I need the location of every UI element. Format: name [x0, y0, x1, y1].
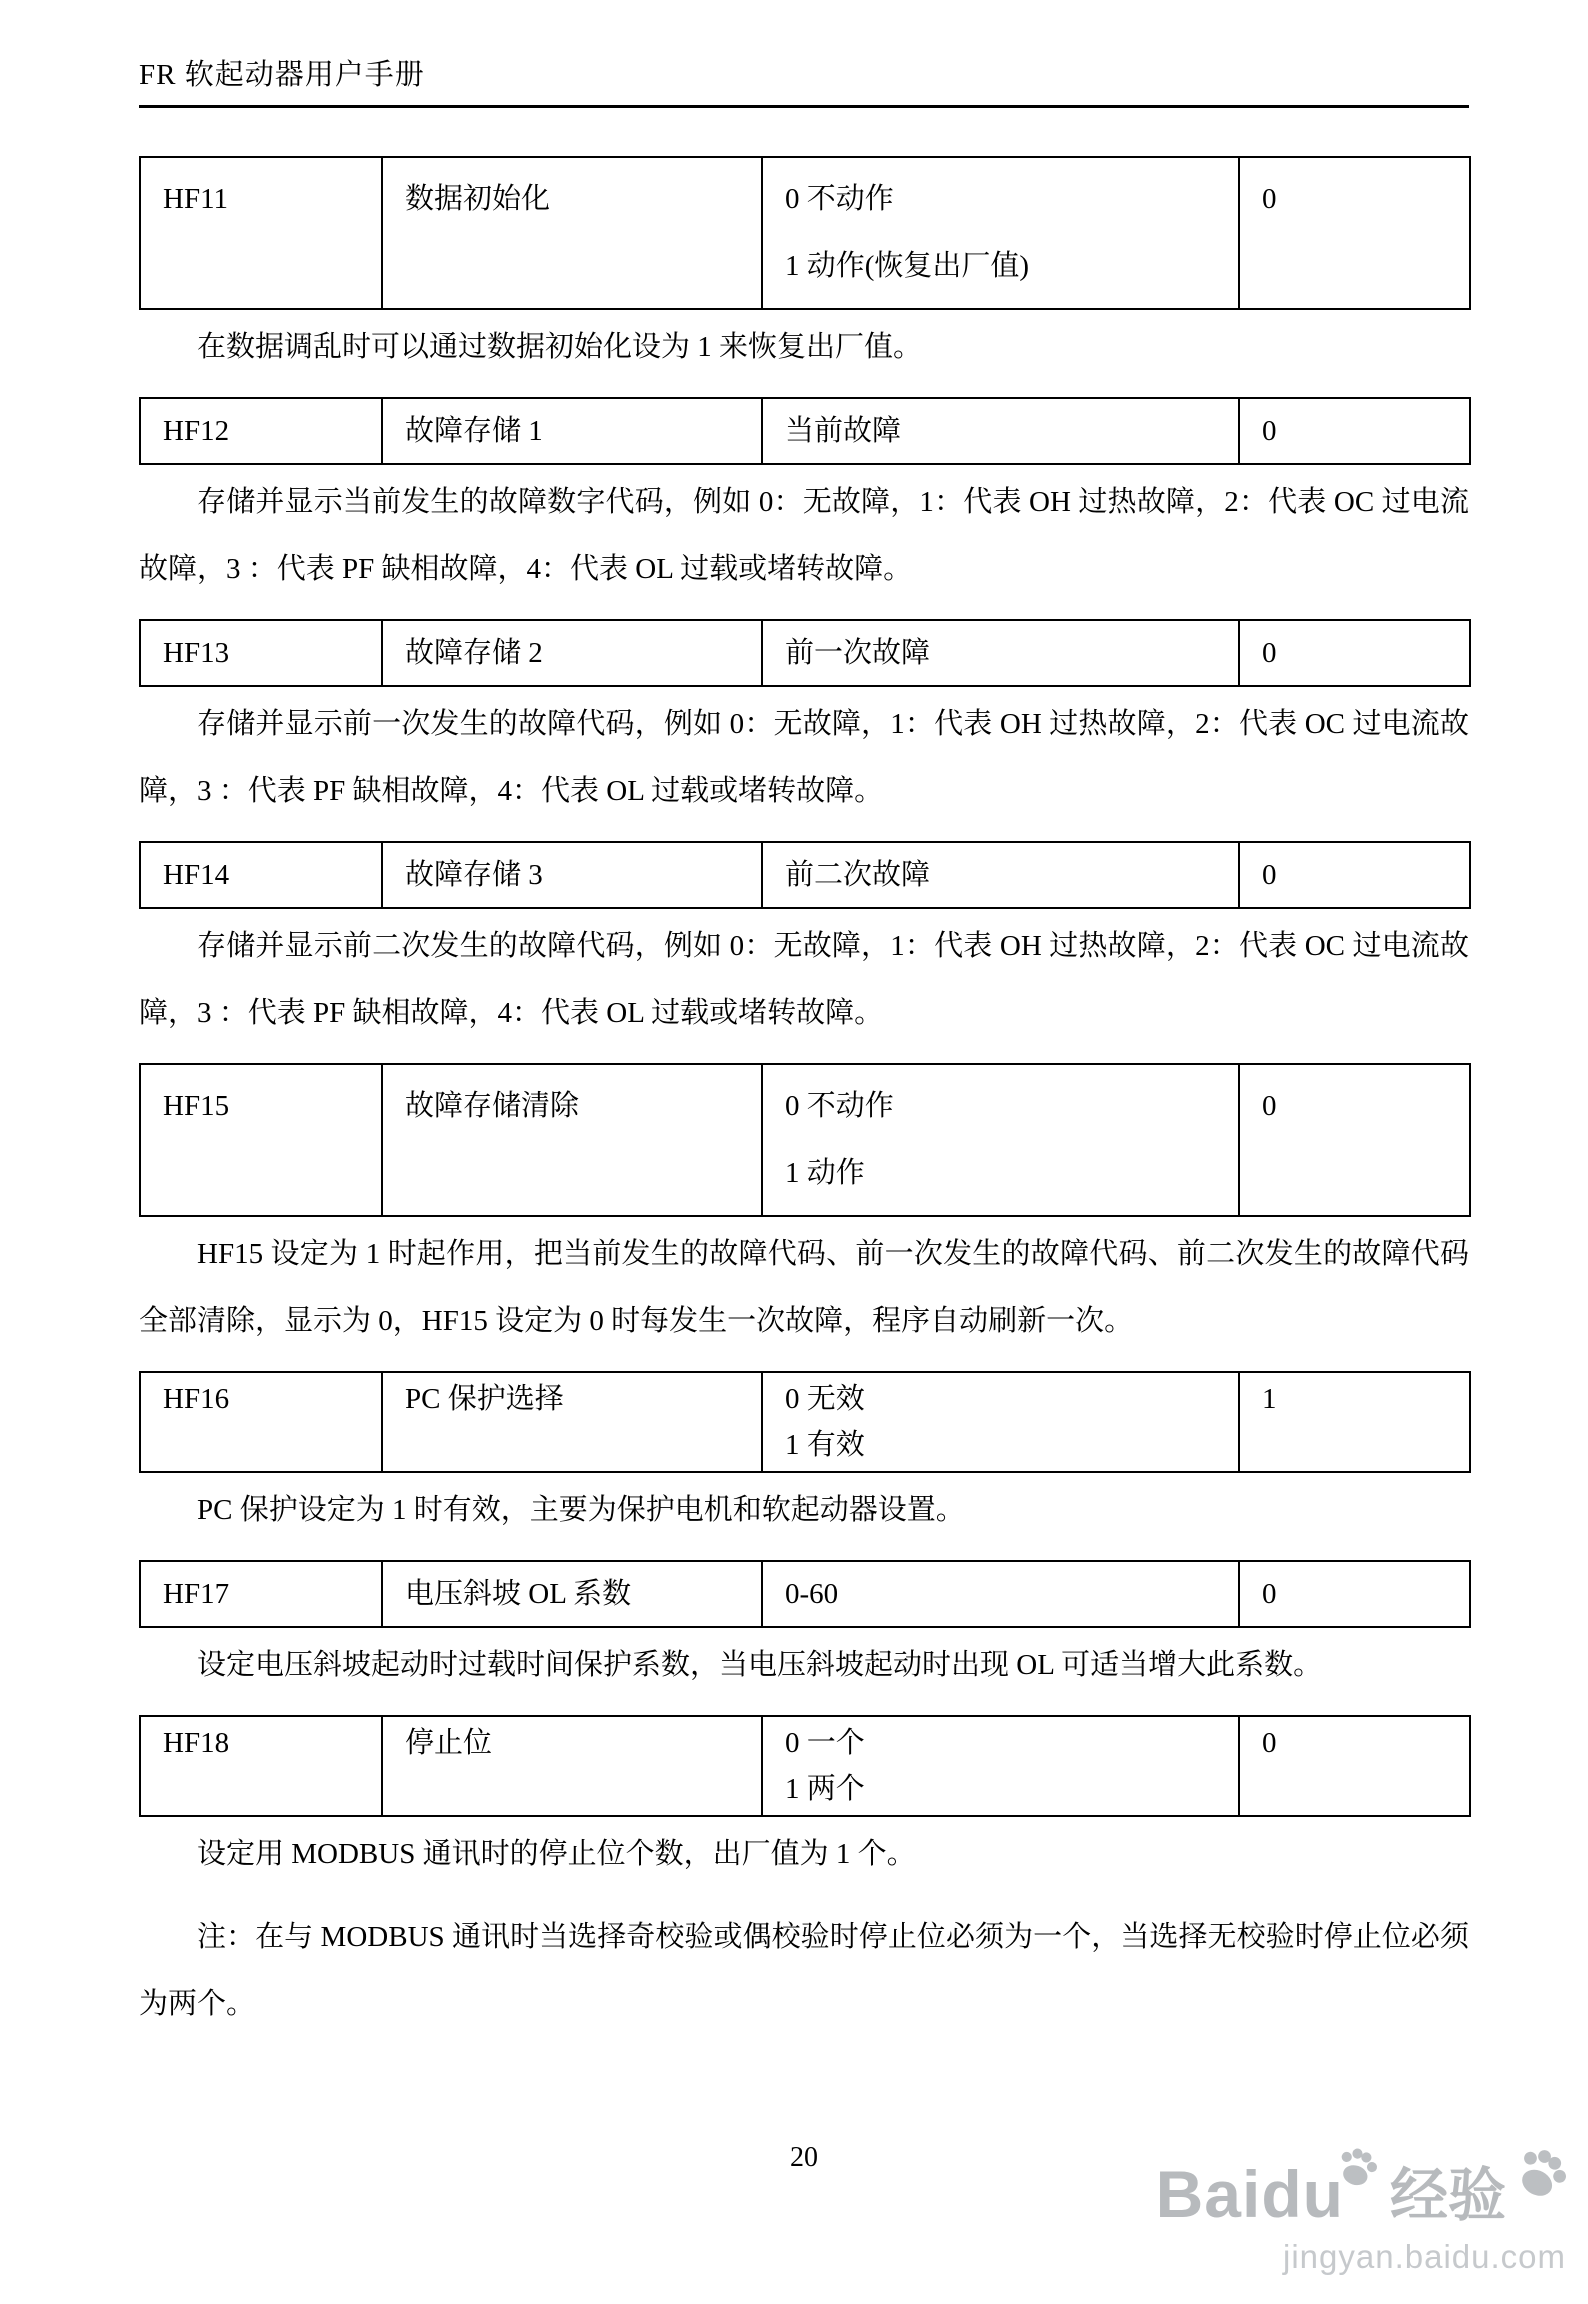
option-line: 0 不动作 [785, 1090, 894, 1122]
param-note: 存储并显示前二次发生的故障代码，例如 0：无故障，1：代表 OH 过热故障，2：代表 OC 过电流故障，3 ：代表 PF 缺相故障，4：代表 OL 过载或堵转故障。 [139, 930, 1469, 1029]
param-name: 故障存储 2 [382, 620, 762, 686]
param-options: 当前故障 [762, 398, 1239, 464]
param-section-hf17 [139, 1560, 1469, 1699]
table-row [140, 620, 1470, 686]
table-row [140, 1716, 1470, 1816]
watermark-url: jingyan.baidu.com [1283, 2238, 1566, 2275]
param-default: 0 [1239, 620, 1470, 686]
option-line: 0 不动作 [785, 183, 894, 215]
param-table [139, 1560, 1471, 1628]
param-table [139, 619, 1471, 687]
param-section-hf18 [139, 1715, 1469, 2038]
param-table [139, 1063, 1471, 1217]
param-section-hf14 [139, 841, 1469, 1047]
param-name: 电压斜坡 OL 系数 [382, 1561, 762, 1627]
param-default: 0 [1239, 1064, 1470, 1216]
param-default: 0 [1239, 842, 1470, 908]
param-code: HF13 [140, 620, 382, 686]
param-default: 1 [1239, 1372, 1470, 1472]
param-code: HF14 [140, 842, 382, 908]
param-note: PC 保护设定为 1 时有效，主要为保护电机和软起动器设置。 [197, 1494, 965, 1526]
param-options: 前一次故障 [762, 620, 1239, 686]
content-area [139, 0, 1469, 2048]
option-line: 1 两个 [785, 1773, 865, 1805]
watermark-brand-row [1156, 2144, 1570, 2232]
param-name: 停止位 [382, 1716, 762, 1816]
param-options [762, 1716, 1239, 1816]
option-line: 1 动作(恢复出厂值) [785, 250, 1030, 282]
param-default: 0 [1239, 157, 1470, 309]
param-name: 故障存储清除 [382, 1064, 762, 1216]
param-note: 存储并显示前一次发生的故障代码，例如 0：无故障，1：代表 OH 过热故障，2：代表 OC 过电流故障，3 ：代表 PF 缺相故障，4：代表 OL 过载或堵转故障。 [139, 708, 1469, 807]
option-line: 1 有效 [785, 1429, 865, 1461]
param-section-hf11 [139, 156, 1469, 381]
table-row [140, 1372, 1470, 1472]
param-default: 0 [1239, 398, 1470, 464]
param-default: 0 [1239, 1561, 1470, 1627]
param-name: PC 保护选择 [382, 1372, 762, 1472]
param-default: 0 [1239, 1716, 1470, 1816]
param-code: HF17 [140, 1561, 382, 1627]
param-name: 故障存储 3 [382, 842, 762, 908]
param-options [762, 157, 1239, 309]
param-options: 0-60 [762, 1561, 1239, 1627]
param-options: 前二次故障 [762, 842, 1239, 908]
param-name: 故障存储 1 [382, 398, 762, 464]
option-line: 0 一个 [785, 1727, 865, 1759]
param-table [139, 1715, 1471, 1817]
page-number: 20 [790, 2142, 818, 2173]
param-note: 注：在与 MODBUS 通讯时当选择奇校验或偶校验时停止位必须为一个，当选择无校验时停止位必须为两个。 [139, 1921, 1469, 2020]
table-row [140, 1561, 1470, 1627]
param-code: HF16 [140, 1372, 382, 1472]
param-note: 设定电压斜坡起动时过载时间保护系数，当电压斜坡起动时出现 OL 可适当增大此系数。 [197, 1649, 1323, 1681]
table-row [140, 398, 1470, 464]
param-code: HF15 [140, 1064, 382, 1216]
param-section-hf15 [139, 1063, 1469, 1355]
param-note: HF15 设定为 1 时起作用，把当前发生的故障代码、前一次发生的故障代码、前二次发生的故障代码全部清除，显示为 0，HF15 设定为 0 时每发生一次故障，程序自动刷新一次。 [139, 1238, 1469, 1337]
baidu-logo-text: Baidu [1155, 2157, 1344, 2231]
param-note: 存储并显示当前发生的故障数字代码，例如 0：无故障，1：代表 OH 过热故障，2：代表 OC 过电流故障，3 ：代表 PF 缺相故障，4：代表 OL 过载或堵转故障。 [139, 486, 1469, 585]
table-row [140, 1064, 1470, 1216]
param-options [762, 1372, 1239, 1472]
option-line: 1 动作 [785, 1157, 865, 1189]
param-table [139, 156, 1471, 310]
option-line: 0 无效 [785, 1383, 865, 1415]
param-note: 在数据调乱时可以通过数据初始化设为 1 来恢复出厂值。 [197, 331, 923, 363]
param-section-hf13 [139, 619, 1469, 825]
param-code: HF18 [140, 1716, 382, 1816]
param-table [139, 1371, 1471, 1473]
param-code: HF12 [140, 398, 382, 464]
paw-icon [1502, 2134, 1580, 2212]
param-code: HF11 [140, 157, 382, 309]
param-section-hf12 [139, 397, 1469, 603]
param-options [762, 1064, 1239, 1216]
baidu-jingyan-watermark [1156, 2144, 1570, 2276]
param-section-hf16 [139, 1371, 1469, 1544]
document-title: FR 软起动器用户手册 [139, 59, 425, 91]
table-row [140, 842, 1470, 908]
watermark-suffix-text: 经验 [1389, 2163, 1506, 2228]
page-header [139, 0, 1469, 108]
table-row [140, 157, 1470, 309]
param-note: 设定用 MODBUS 通讯时的停止位个数，出厂值为 1 个。 [197, 1838, 916, 1870]
param-table [139, 841, 1471, 909]
param-name: 数据初始化 [382, 157, 762, 309]
param-table [139, 397, 1471, 465]
